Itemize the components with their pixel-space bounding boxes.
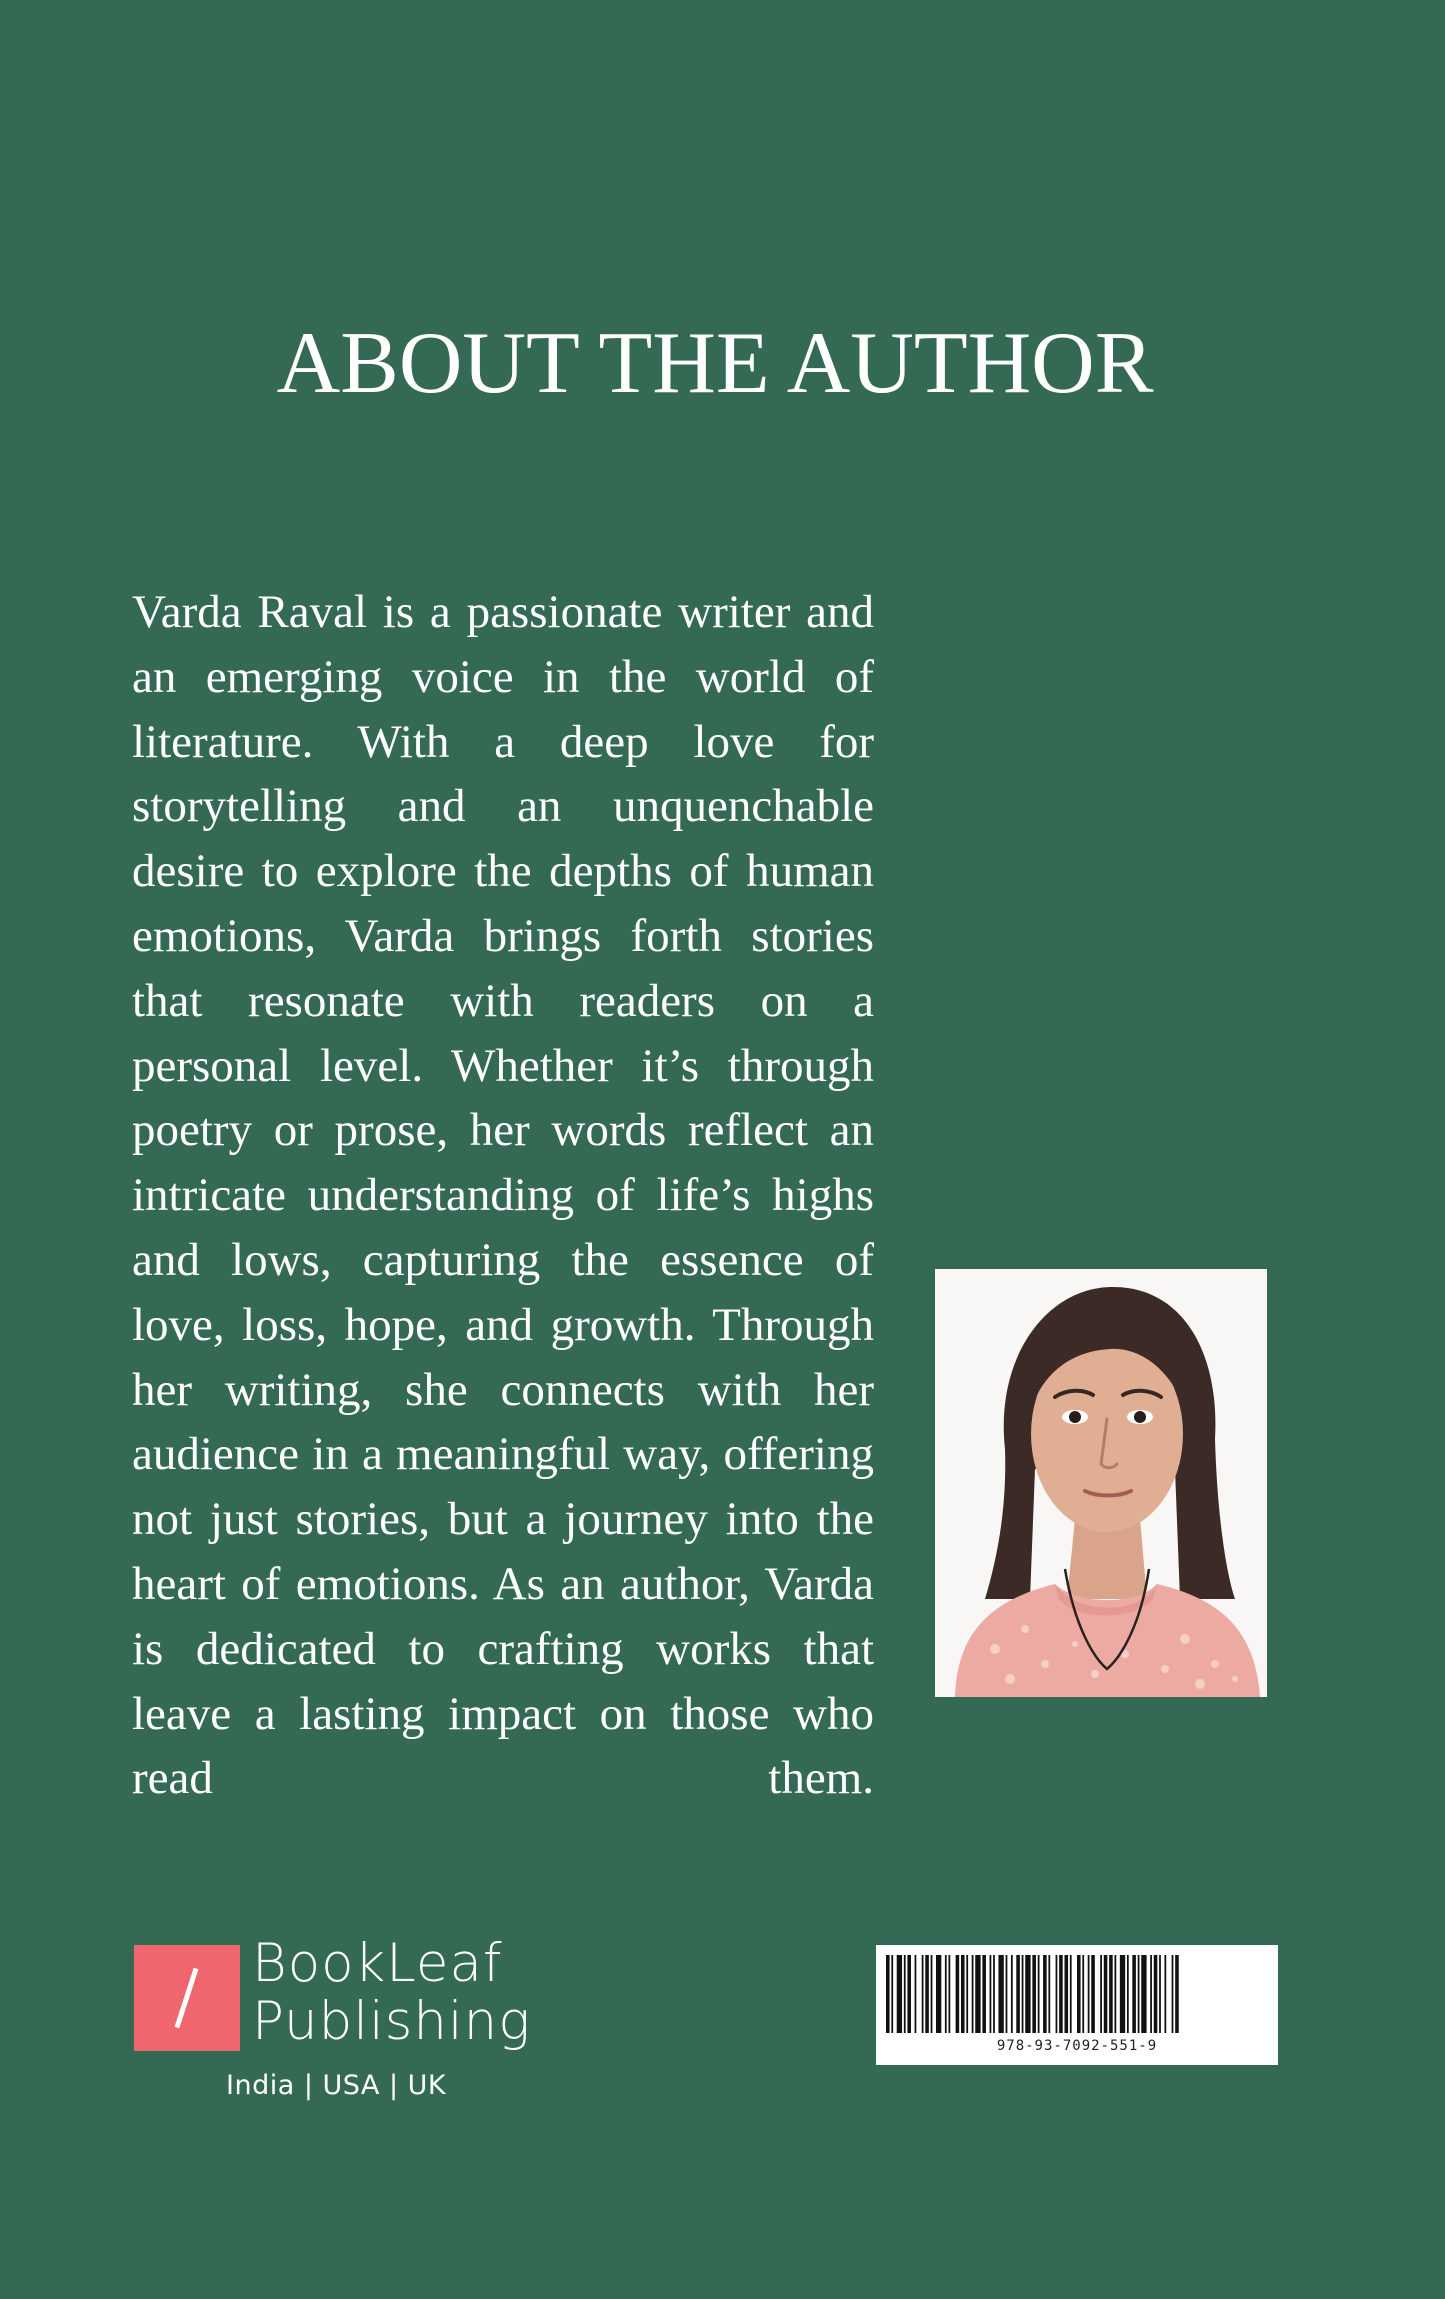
barcode-bar <box>1038 1955 1040 2033</box>
barcode-bar <box>1109 1955 1113 2033</box>
barcode-bar <box>972 1955 974 2033</box>
barcode-bar <box>945 1955 947 2033</box>
author-bio: Varda Raval is a passionate writer and an emerging voice in the world of literature. With a deep love for storytelling and an unquenchable desire to explore the depths of human emotions, Varda brings forth stories that resonate with readers on a personal level. Whether it’s through poetry or prose, her words reflect an intricate understanding of life’s highs and lows, capturing the essence of love, loss, hope, and growth. Through her writing, she connects with her audience in a meaningful way, offering not just stories, but a journey into the heart of emotions. As an author, Varda is dedicated to crafting works that leave a lasting impact on those who read them. <box>132 586 874 1805</box>
author-photo <box>935 1269 1267 1697</box>
isbn-number: 978-93-7092-551-9 <box>996 2038 1158 2054</box>
barcode-bar <box>1043 1955 1047 2033</box>
barcode-bar <box>1088 1955 1090 2033</box>
barcode-bar <box>936 1955 941 2033</box>
barcode-bar <box>907 1955 911 2033</box>
publisher-regions: India | USA | UK <box>226 2070 447 2101</box>
barcode-bar <box>1175 1955 1179 2033</box>
barcode-bar <box>1032 1955 1036 2033</box>
barcode-bar <box>998 1955 1003 2033</box>
isbn-barcode <box>876 1945 1278 2065</box>
barcode-bar <box>990 1955 992 2033</box>
barcode-bar <box>904 1955 906 2033</box>
barcode-bar <box>915 1955 917 2033</box>
barcode-bar <box>1011 1955 1013 2033</box>
barcode-bar <box>1006 1955 1008 2033</box>
barcode-bar <box>1114 1955 1116 2033</box>
barcode-bar <box>948 1955 950 2033</box>
barcode-bar <box>1164 1955 1166 2033</box>
barcode-bar <box>922 1955 924 2033</box>
barcode-bar <box>1025 1955 1030 2033</box>
barcode-bar <box>1056 1955 1058 2033</box>
barcode-bar <box>1091 1955 1095 2033</box>
barcode-bar <box>897 1955 902 2033</box>
barcode-bar <box>1065 1955 1069 2033</box>
barcode-bar <box>956 1955 960 2033</box>
publisher-logo <box>134 1933 534 2113</box>
barcode-bar <box>1150 1955 1152 2033</box>
barcode-bar <box>975 1955 980 2033</box>
publisher-name-line2: Publishing <box>252 1991 532 2052</box>
barcode-bar <box>925 1955 929 2033</box>
barcode-bar <box>1082 1955 1084 2033</box>
barcode-bar <box>966 1955 968 2033</box>
barcode-bar <box>982 1955 986 2033</box>
slash-icon <box>175 1968 199 2029</box>
barcode-bar <box>1120 1955 1125 2033</box>
barcode-bar <box>1172 1955 1174 2033</box>
author-portrait-icon <box>935 1269 1267 1697</box>
barcode-bar <box>1154 1955 1158 2033</box>
barcode-bar <box>993 1955 995 2033</box>
barcode-bar <box>1141 1955 1146 2033</box>
barcode-bar <box>1016 1955 1020 2033</box>
barcode-bar <box>1022 1955 1024 2033</box>
barcode-bar <box>886 1955 890 2033</box>
barcode-bar <box>891 1955 893 2033</box>
barcode-bar <box>961 1955 965 2033</box>
barcode-bar <box>1070 1955 1072 2033</box>
barcode-bar <box>1077 1955 1081 2033</box>
publisher-name-line1: BookLeaf <box>252 1933 503 1994</box>
publisher-name <box>252 1935 531 2051</box>
barcode-bar <box>1104 1955 1108 2033</box>
barcode-bar <box>1159 1955 1161 2033</box>
page-title: ABOUT THE AUTHOR <box>276 315 1154 412</box>
barcode-bar <box>1138 1955 1140 2033</box>
barcode-bar <box>1127 1955 1129 2033</box>
publisher-logo-mark <box>134 1945 240 2051</box>
barcode-bar <box>1100 1955 1102 2033</box>
barcode-bar <box>931 1955 933 2033</box>
barcode-bar <box>1048 1955 1050 2033</box>
barcode-bar <box>1059 1955 1063 2033</box>
barcode-icon <box>886 1955 1268 2035</box>
barcode-bar <box>1132 1955 1136 2033</box>
